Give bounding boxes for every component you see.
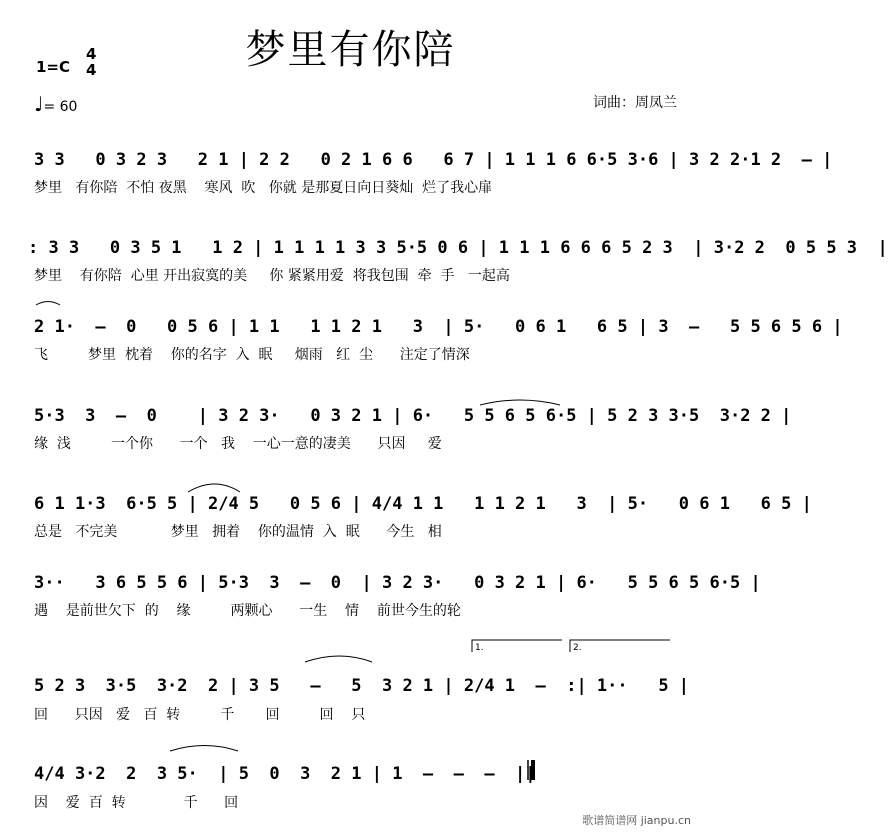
volta-label-1: 1. [475,643,484,653]
credits: 词曲：周凤兰 [593,95,677,111]
quarter-note-icon: ♩ [34,92,44,116]
lyric-line: 遇 是前世欠下 的 缘 两颗心 一生 情 前世今生的轮 [34,603,461,619]
lyric-line: 梦里 有你陪 不怕 夜黑 寒风 吹 你就 是那夏日向日葵灿 烂了我心扉 [34,180,493,196]
volta-bracket-1 [472,640,562,652]
music-line: 5 2 3 3·5 3·2 2 | 3 5 – 5 3 2 1 | 2/4 1 – :| 1·· 5 | [34,676,690,696]
volta-label-2: 2. [573,643,582,653]
volta-bracket-2 [570,640,670,652]
slur [188,484,240,492]
slur [36,302,60,306]
key-signature: 1=C [36,58,71,76]
music-line: 5·3 3 – 0 | 3 2 3· 0 3 2 1 | 6· 5 5 6 5 6·5 | 5 2 3 3·5 3·2 2 | [34,406,792,426]
music-line: 3 3 0 3 2 3 2 1 | 2 2 0 2 1 6 6 6 7 | 1 1 1 6 6·5 3·6 | 3 2 2·1 2 – | [34,150,833,170]
lyric-line: 因 爱 百 转 千 回 [34,795,239,811]
meter-bottom: 4 [86,61,97,79]
song-title: 梦里有你陪 [245,27,456,73]
lyric-line: 回 只因 爱 百 转 千 回 回 只 [34,707,366,723]
music-line: 6 1 1·3 6·5 5 | 2/4 5 0 5 6 | 4/4 1 1 1 1 2 1 3 | 5· 0 6 1 6 5 | [34,494,812,514]
tempo-value: = 60 [43,99,78,115]
slur [305,656,372,662]
slur [170,746,238,752]
slur [480,400,560,405]
lyric-line: 总是 不完美 梦里 拥着 你的温情 入 眠 今生 相 [34,524,442,540]
lyric-line: 梦里 有你陪 心里 开出寂寞的美 你 紧紧用爱 将我包围 牵 手 一起高 [34,268,510,284]
lyric-line: 飞 梦里 枕着 你的名字 入 眠 烟雨 红 尘 注定了情深 [34,347,470,363]
lyric-line: 缘 浅 一个你 一个 我 一心一意的凄美 只因 爱 [34,436,442,452]
music-line: 2 1· – 0 0 5 6 | 1 1 1 1 2 1 3 | 5· 0 6 1 6 5 | 3 – 5 5 6 5 6 | [34,317,843,337]
music-line: 4/4 3·2 2 3 5· | 5 0 3 2 1 | 1 – – – || [34,764,536,784]
watermark: 歌谱简谱网 jianpu.cn [582,814,691,827]
music-line: : 3 3 0 3 5 1 1 2 | 1 1 1 1 3 3 5·5 0 6 | 1 1 1 6 6 6 5 2 3 | 3·2 2 0 5 5 3 | [28,238,888,258]
meter-top: 4 [86,45,97,63]
music-line: 3·· 3 6 5 5 6 | 5·3 3 – 0 | 3 2 3· 0 3 2 1 | 6· 5 5 6 5 6·5 | [34,573,761,593]
